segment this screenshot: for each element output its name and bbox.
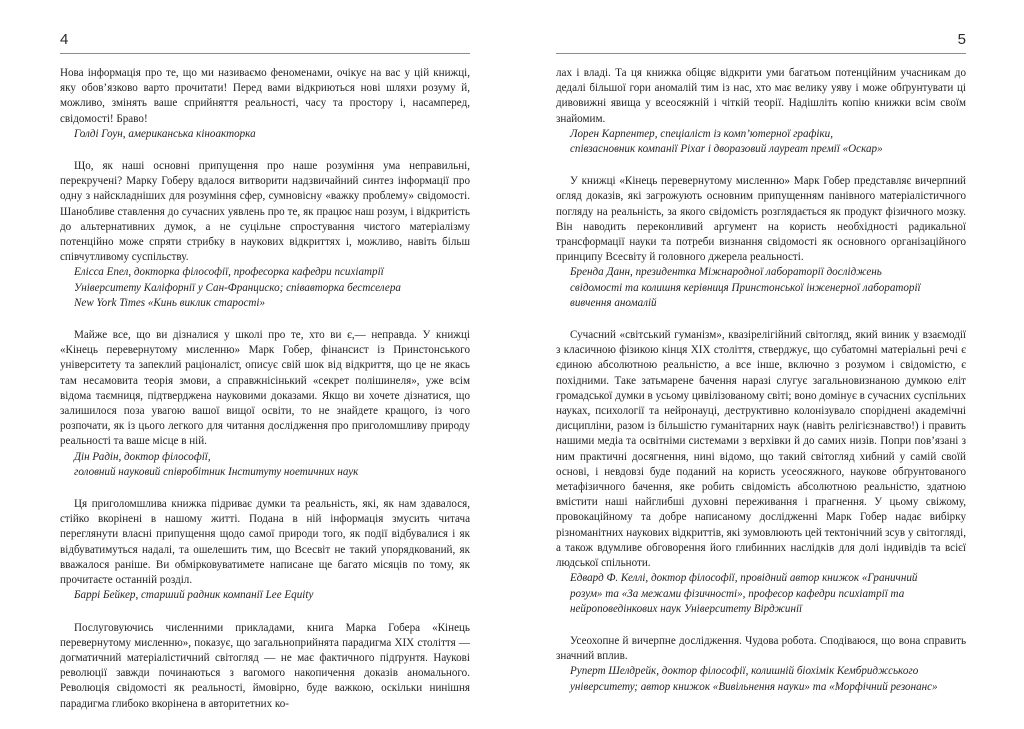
endorsement <box>60 66 470 142</box>
endorsement-attribution: головний науковий співробітник Інституту ноетичних наук <box>74 465 359 478</box>
endorsement-attribution: співзасновник компанії Pixar і дворазовий лауреат премії «Оскар» <box>570 143 883 156</box>
endorsement-text: Майже все, що ви дізналися у школі про те, хто ви є,— неправда. У книжці «Кінець перевернутому мисленню» Марк Гобер, фінансист із Принстонського університету та запеклий раціоналіст, описує свій шок від відкриття, що це не якась там несамовита теорія змови, а справжнісінький «секрет полішинеля», уже всім відома таємниця, підтверджена науковими доказами. Якщо ви хочете дізнатися, що залишилося поза увагою вашої вищої освіти, то не знайдете кращого, із чого розпочати, як із цього легкого для читання дослідження про приголомшливу природу реальності та ваше місце в ній. <box>60 329 470 448</box>
endorsement <box>556 328 966 617</box>
header-rule <box>556 53 966 54</box>
left-page <box>60 30 470 729</box>
endorsement-text: У книжці «Кінець перевернутому мисленню» Марк Гобер представляє вичерпний огляд доказів, які загрожують основним припущенням панівного матеріалістичного погляду на реальність, за якого свідомість розглядається як продукт фізичного мозку. Він наводить переконливий аргумент на користь необхідності радикальної трансформації науки та потреби визнання свідомості як основного організаційного принципу Всесвіту й головного джерела реальності. <box>556 175 966 264</box>
endorsement-attribution: Університету Каліфорнії у Сан-Франциско; співавторка бестселера <box>74 281 401 294</box>
endorsement-attribution: вивчення аномалій <box>570 296 657 309</box>
endorsement-text: Що, як наші основні припущення про наше розуміння ума неправильні, перекручені? Марку Гоберу вдалося витворити надзвичайний синтез інформації про одну з найскладніших для розуміння сфер, сумновісну «важку проблему» свідомості. Шанобливе ставлення до сучасних уявлень про те, як працює наш розум, і відкритість до альтернативних думок, а не суцільне спростування чистого матеріалізму потенційно може спряти стрибку в наукових відкриттях і, можливо, навіть більш співчутливому суспільству. <box>60 160 470 264</box>
endorsement <box>60 159 470 311</box>
endorsement <box>60 328 470 480</box>
endorsement-text: лах і владі. Та ця книжка обіцяє відкрити уми багатьом потенційним учасникам до дедалі більшої гори аномалій тим із нас, хто має велику уяву і може обґрунтувати ці дивовижні явища у всеосяжній і чіткій теорії. Надішліть копію книжки всім своїм знайомим. <box>556 67 966 125</box>
endorsement-attribution: розум» та «За межами фізичності», професор кафедри психіатрії та <box>570 587 905 600</box>
endorsement-text: Нова інформація про те, що ми називаємо феноменами, очікує на вас у цій книжці, яку обов’язково варто прочитати! Перед вами відкриються нові шляхи розуму й, можливо, змінять ваше сприйняття реальності, часу та простору і, насамперед, свідомості! Браво! <box>60 67 470 125</box>
endorsement-attribution: Лорен Карпентер, спеціаліст із комп’ютерної графіки, <box>570 127 833 140</box>
endorsement-attribution: New York Times «Кинь виклик старості» <box>74 296 266 309</box>
endorsement <box>60 621 470 712</box>
endorsement-text: Усеохопне й вичерпне дослідження. Чудова робота. Сподіваюся, що вона справить значний вплив. <box>556 634 966 663</box>
page-number: 4 <box>60 31 69 48</box>
endorsement-attribution: нейроповедінкових наук Університету Вірджинії <box>570 602 803 615</box>
endorsement-attribution: свідомості та колишня керівниця Принстонської інженерної лабораторії <box>570 281 921 294</box>
endorsement-attribution: Бренда Данн, президентка Міжнародної лабораторії досліджень <box>570 266 882 279</box>
endorsement-text: Послуговуючись численними прикладами, книга Марка Гобера «Кінець перевернутому мисленню», показує, що загальноприйнята парадигма XIX століття — догматичний матеріалістичний світогляд — не має фактичного підґрунтя. Наукові революції завжди починаються з вагомого накопичення доказів аномального. Революція свідомості як реальності, ймовірно, буде важкою, оскільки нинішня парадигма глибоко вкорінена в авторитетних ко- <box>60 621 470 710</box>
endorsement <box>556 66 966 157</box>
endorsement-text: Ця приголомшлива книжка підриває думки та реальність, які, як нам здавалося, стійко вкорінені в нашому житті. Подана в ній інформація змусить читача переглянути власні припущення щодо самої природи того, як події відбувалися і як відбуватимуться надалі, та ошелешить тим, що Всесвіт не такий упорядкований, як вважалося раніше. Ви обмірковуватимете написане ще багато місяців по тому, як прочитаєте останній розділ. <box>60 498 470 587</box>
endorsement-attribution: Едвард Ф. Келлі, доктор філософії, провідний автор книжок «Граничний <box>570 572 918 585</box>
endorsement <box>556 634 966 695</box>
endorsement-attribution: Руперт Шелдрейк, доктор філософії, колишній біохімік Кембриджського <box>570 665 919 678</box>
right-page <box>556 30 966 712</box>
header-rule <box>60 53 470 54</box>
endorsement-text: Сучасний «світський гуманізм», квазірелігійний світогляд, який виник у взаємодії з класичною фізикою кінця XIX століття, стверджує, що субатомні матеріальні речі є єдиною абсолютною реальністю, а все інше, включно з розумом і свідомістю, є похідними. Таке затьмарене бачення наразі слугує загальновизнаною думкою еліт громадської думки в усьому цивілізованому світі; воно домінує в сучасних суспільних науках, психології та нейронауці, деструктивно колонізувало споріднені академічні дисципліни, разом із більшістю гуманітарних наук (навіть релігієзнавство!) і править нашими медіа та освітніми системами з верхівки й до самих низів. Попри пов’язані з ним практичні досягнення, нині відомо, що такий світогляд хибний у самій своїй основі, і невдовзі буде поданий на користь усеосяжного, наукове обґрунтованого метафізичного бачення, яке робить свідомість абсолютною реальністю, здатною вмістити наші найглибші духовні переживання і прагнення. У цьому свіжому, провокаційному та добре написаному дослідженні Марк Гобер надає вибірку різноманітних наукових відкриттів, які зумовлюють цей тектонічний зсув у світогляді, а також вдумливе обговорення його глибинних наслідків для долі індивідів та всієї людської спільноти. <box>556 329 966 570</box>
endorsement <box>556 174 966 311</box>
page-number: 5 <box>957 31 966 48</box>
endorsement-attribution: Голді Гоун, американська кіноакторка <box>74 127 256 140</box>
endorsement-attribution: Баррі Бейкер, старший радник компанії Lee Equity <box>74 589 314 602</box>
endorsement <box>60 497 470 603</box>
endorsement-attribution: Дін Радін, доктор філософії, <box>74 450 211 463</box>
endorsement-attribution: Елісса Епел, докторка філософії, професорка кафедри психіатрії <box>74 266 384 279</box>
endorsement-attribution: університету; автор книжок «Вивільнення науки» та «Морфічний резонанс» <box>570 680 938 693</box>
